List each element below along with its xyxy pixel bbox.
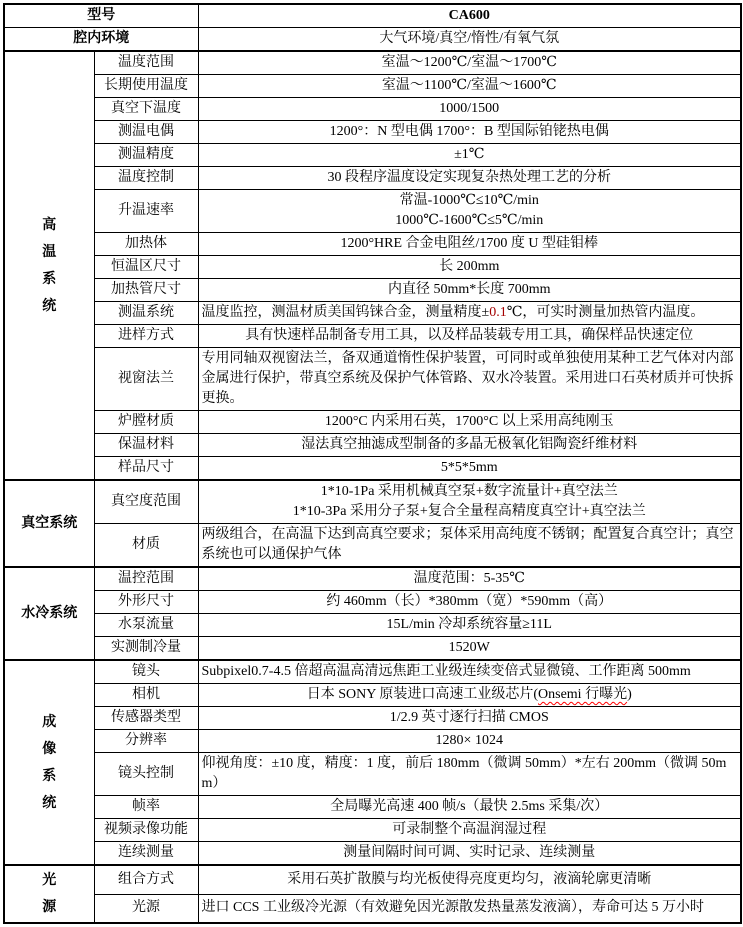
spec-label-cell: 真空下温度 — [94, 98, 198, 121]
spec-label-cell: 测温系统 — [94, 302, 198, 325]
spec-value-cell — [198, 256, 741, 279]
spec-value-segment: 内直径 50mm*长度 700mm — [387, 282, 551, 297]
spec-label-cell: 外形尺寸 — [94, 591, 198, 614]
spec-row — [4, 684, 741, 707]
spec-value-line — [202, 525, 738, 565]
spec-value-line — [202, 303, 738, 323]
spec-row — [4, 819, 741, 842]
spec-row — [4, 75, 741, 98]
spec-label-cell: 分辨率 — [94, 730, 198, 753]
spec-value-cell — [198, 457, 741, 481]
spec-value-cell — [198, 190, 741, 233]
spec-value-segment: 室温～1100℃/室温～1600℃ — [381, 78, 557, 93]
spec-value-cell — [198, 325, 741, 348]
spec-value-segment: 30 段程序温度设定实现复杂热处理工艺的分析 — [327, 170, 611, 185]
spec-label-cell: 实测制冷量 — [94, 637, 198, 661]
spec-label-cell: 保温材料 — [94, 434, 198, 457]
spec-row — [4, 865, 741, 894]
spec-value-cell — [198, 567, 741, 591]
spec-value-segment: 两级组合，在高温下达到高真空要求；泵体采用高纯度不锈钢；配置复合真空计；真空系统也可以通保护气体 — [201, 527, 734, 562]
spec-value-segment: 室温～1200℃/室温～1700℃ — [381, 55, 557, 70]
spec-value-cell — [198, 98, 741, 121]
spec-value-segment: Subpixel0.7-4.5 倍超高温高清远焦距工业级连续变倍式显微镜、工作距离 500mm — [201, 664, 691, 679]
spec-value-line — [202, 6, 738, 26]
spec-value-line — [202, 234, 738, 254]
spec-label-cell: 真空度范围 — [94, 480, 198, 524]
spec-row — [4, 279, 741, 302]
spec-value-segment: 进口 CCS 工业级冷光源（有效避免因光源散发热量蒸发液滴），寿命可达 5 万小时 — [201, 900, 704, 916]
spec-value-line — [202, 615, 738, 635]
spec-value-cell — [198, 302, 741, 325]
spec-value-segment: 1200°C 内采用石英，1700°C 以上采用高纯刚玉 — [324, 414, 614, 429]
spec-row — [4, 567, 741, 591]
spec-row — [4, 348, 741, 411]
spec-value-cell — [198, 28, 741, 52]
spec-row — [4, 302, 741, 325]
section-header-cell: 成 像 系 统 — [4, 660, 94, 865]
spec-value-segment: 湿法真空抽滤成型制备的多晶无极氧化铝陶瓷纤维材料 — [301, 437, 638, 452]
spec-value-line — [202, 412, 738, 432]
spec-value-segment: CA600 — [448, 8, 490, 23]
spec-value-line — [202, 280, 738, 300]
spec-value-segment-dark-red: 0.1 — [489, 305, 507, 320]
spec-label-cell: 水泵流量 — [94, 614, 198, 637]
spec-row — [4, 167, 741, 190]
spec-value-cell — [198, 614, 741, 637]
section-header-cell: 光 源 — [4, 865, 94, 923]
spec-value-line — [202, 482, 738, 502]
spec-row — [4, 121, 741, 144]
spec-value-line — [202, 820, 738, 840]
spec-value-segment: 1/2.9 英寸逐行扫描 CMOS — [389, 710, 549, 725]
spec-value-segment: 专用同轴双视窗法兰，备双通道惰性保护装置，可同时或单独使用某种工艺气体对内部金属进行保护，带真空系统及保护气体管路、双水冷装置。采用进口石英材质并可快拆更换。 — [201, 351, 734, 406]
spec-row — [4, 894, 741, 923]
spec-label-cell: 样品尺寸 — [94, 457, 198, 481]
spec-value-cell — [198, 707, 741, 730]
spec-value-segment: 采用石英扩散膜与均光板使得亮度更均匀，液滴轮廓更清晰 — [287, 871, 652, 887]
spec-row — [4, 480, 741, 524]
spec-label-cell: 炉膛材质 — [94, 411, 198, 434]
spec-row — [4, 707, 741, 730]
spec-label-cell: 温度范围 — [94, 51, 198, 75]
header-row — [4, 4, 741, 28]
spec-value-segment: 5*5*5mm — [440, 460, 498, 475]
spec-value-line — [202, 122, 738, 142]
spec-value-segment: 温度监控，测温材质美国钨铼合金，测量精度± — [201, 305, 490, 320]
spec-value-cell — [198, 233, 741, 256]
spec-value-line — [202, 191, 738, 211]
header-label-cell: 腔内环境 — [4, 28, 198, 52]
spec-value-segment: 1280× 1024 — [435, 733, 503, 748]
spec-value-segment: 日本 SONY 原装进口高速工业级芯片( — [306, 687, 539, 702]
spec-value-cell — [198, 121, 741, 144]
section-header-cell: 水冷系统 — [4, 567, 94, 660]
spec-value-cell — [198, 480, 741, 524]
spec-value-line — [202, 349, 738, 409]
spec-value-segment: 1000/1500 — [439, 101, 500, 116]
spec-value-line — [202, 569, 738, 589]
spec-value-line — [202, 685, 738, 705]
spec-value-segment: 15L/min 冷却系统容量≥11L — [386, 617, 552, 632]
header-label-cell: 型号 — [4, 4, 198, 28]
spec-value-line — [202, 870, 738, 890]
spec-value-line — [202, 843, 738, 863]
spec-value-cell — [198, 75, 741, 98]
spec-value-line — [202, 754, 738, 794]
spec-row — [4, 256, 741, 279]
spec-row — [4, 434, 741, 457]
spec-value-cell — [198, 279, 741, 302]
spec-label-cell: 连续测量 — [94, 842, 198, 866]
spec-row — [4, 457, 741, 481]
spec-value-cell — [198, 894, 741, 923]
spec-value-segment: 大气环境/真空/惰性/有氧气氛 — [379, 31, 560, 46]
spec-label-cell: 加热管尺寸 — [94, 279, 198, 302]
spec-label-cell: 测温精度 — [94, 144, 198, 167]
spec-value-cell — [198, 144, 741, 167]
spec-value-segment: ) — [627, 687, 632, 702]
spec-value-segment: 1*10-3Pa 采用分子泵+复合全量程高精度真空计+真空法兰 — [292, 504, 646, 519]
spec-row — [4, 796, 741, 819]
spec-value-line — [202, 326, 738, 346]
spec-value-cell — [198, 434, 741, 457]
spec-value-line — [202, 797, 738, 817]
spec-value-line — [202, 662, 738, 682]
spec-label-cell: 组合方式 — [94, 865, 198, 894]
spec-label-cell: 温控范围 — [94, 567, 198, 591]
spec-value-cell — [198, 660, 741, 684]
section-header-cell: 高 温 系 统 — [4, 51, 94, 480]
spec-table-body — [4, 4, 741, 923]
spec-label-cell: 镜头控制 — [94, 753, 198, 796]
spec-row — [4, 98, 741, 121]
spec-row — [4, 614, 741, 637]
spec-value-line — [202, 257, 738, 277]
spec-row — [4, 325, 741, 348]
spec-table — [3, 3, 742, 924]
spec-value-segment: 1200°：N 型电偶 1700°：B 型国际铂铑热电偶 — [329, 124, 609, 139]
spec-value-segment: ±1℃ — [454, 147, 485, 162]
spec-value-cell — [198, 411, 741, 434]
spec-value-segment: ℃，可实时测量加热管内温度。 — [506, 305, 705, 320]
spec-value-segment: 约 460mm（长）*380mm（宽）*590mm（高） — [326, 594, 613, 609]
spec-value-segment: 1200°HRE 合金电阻丝/1700 度 U 型硅钼棒 — [340, 236, 599, 251]
spec-value-cell — [198, 865, 741, 894]
spec-value-segment: 1000℃-1600℃≤5℃/min — [395, 213, 544, 228]
spec-row — [4, 411, 741, 434]
spec-value-line — [202, 53, 738, 73]
spec-value-segment: 1520W — [448, 640, 490, 655]
spec-value-line — [202, 708, 738, 728]
spec-label-cell: 加热体 — [94, 233, 198, 256]
spec-row — [4, 637, 741, 661]
spec-label-cell: 长期使用温度 — [94, 75, 198, 98]
spec-label-cell: 视频录像功能 — [94, 819, 198, 842]
spec-value-line — [202, 211, 738, 231]
spec-value-segment: 常温-1000℃≤10℃/min — [399, 193, 539, 208]
spec-row — [4, 51, 741, 75]
header-row — [4, 28, 741, 52]
spec-value-line — [202, 592, 738, 612]
spec-row — [4, 524, 741, 568]
spec-value-cell — [198, 167, 741, 190]
spec-label-cell: 帧率 — [94, 796, 198, 819]
spec-value-segment: 具有快速样品制备专用工具，以及样品装载专用工具，确保样品快速定位 — [245, 328, 694, 343]
spec-value-line — [202, 29, 738, 49]
spec-value-cell — [198, 591, 741, 614]
spec-value-line — [202, 458, 738, 478]
spec-row — [4, 144, 741, 167]
spec-row — [4, 842, 741, 866]
spec-label-cell: 视窗法兰 — [94, 348, 198, 411]
spec-row — [4, 660, 741, 684]
spec-value-cell — [198, 753, 741, 796]
spec-row — [4, 753, 741, 796]
spec-value-line — [202, 145, 738, 165]
spec-value-cell — [198, 524, 741, 568]
spec-label-cell: 镜头 — [94, 660, 198, 684]
spec-value-line — [202, 638, 738, 658]
spec-value-cell — [198, 348, 741, 411]
spec-value-line — [202, 76, 738, 96]
spec-value-cell — [198, 730, 741, 753]
spec-value-segment: 长 200mm — [439, 259, 500, 274]
spec-value-cell — [198, 819, 741, 842]
spec-value-segment: 温度范围：5-35℃ — [413, 571, 525, 586]
spec-value-cell — [198, 842, 741, 866]
spec-value-cell — [198, 637, 741, 661]
spec-value-cell — [198, 51, 741, 75]
spec-label-cell: 进样方式 — [94, 325, 198, 348]
spec-value-segment: 1*10-1Pa 采用机械真空泵+数字流量计+真空法兰 — [320, 484, 618, 499]
section-header-cell: 真空系统 — [4, 480, 94, 567]
spec-value-line — [202, 731, 738, 751]
spec-value-segment: 可录制整个高温润湿过程 — [392, 822, 547, 837]
spec-label-cell: 恒温区尺寸 — [94, 256, 198, 279]
spec-row — [4, 190, 741, 233]
spec-value-segment: 全局曝光高速 400 帧/s（最快 2.5ms 采集/次） — [330, 799, 609, 814]
spec-value-line — [202, 99, 738, 119]
spec-value-line — [202, 502, 738, 522]
spec-label-cell: 升温速率 — [94, 190, 198, 233]
spec-label-cell: 传感器类型 — [94, 707, 198, 730]
spec-value-cell — [198, 684, 741, 707]
spec-value-cell — [198, 796, 741, 819]
spec-value-segment: 测量间隔时间可调、实时记录、连续测量 — [343, 845, 596, 860]
spec-value-line — [202, 168, 738, 188]
spec-label-cell: 材质 — [94, 524, 198, 568]
spec-label-cell: 相机 — [94, 684, 198, 707]
spec-row — [4, 591, 741, 614]
spec-label-cell: 测温电偶 — [94, 121, 198, 144]
spec-value-cell — [198, 4, 741, 28]
spec-row — [4, 730, 741, 753]
spec-row — [4, 233, 741, 256]
spec-value-segment: 仰视角度：±10 度，精度：1 度，前后 180mm（微调 50mm）*左右 200mm（微调 50mm） — [201, 756, 727, 791]
spec-value-line — [202, 435, 738, 455]
spec-label-cell: 光源 — [94, 894, 198, 923]
spec-value-segment-wavy-red: Onsemi 行曝光 — [538, 687, 628, 702]
spec-value-line — [202, 898, 738, 918]
spec-label-cell: 温度控制 — [94, 167, 198, 190]
